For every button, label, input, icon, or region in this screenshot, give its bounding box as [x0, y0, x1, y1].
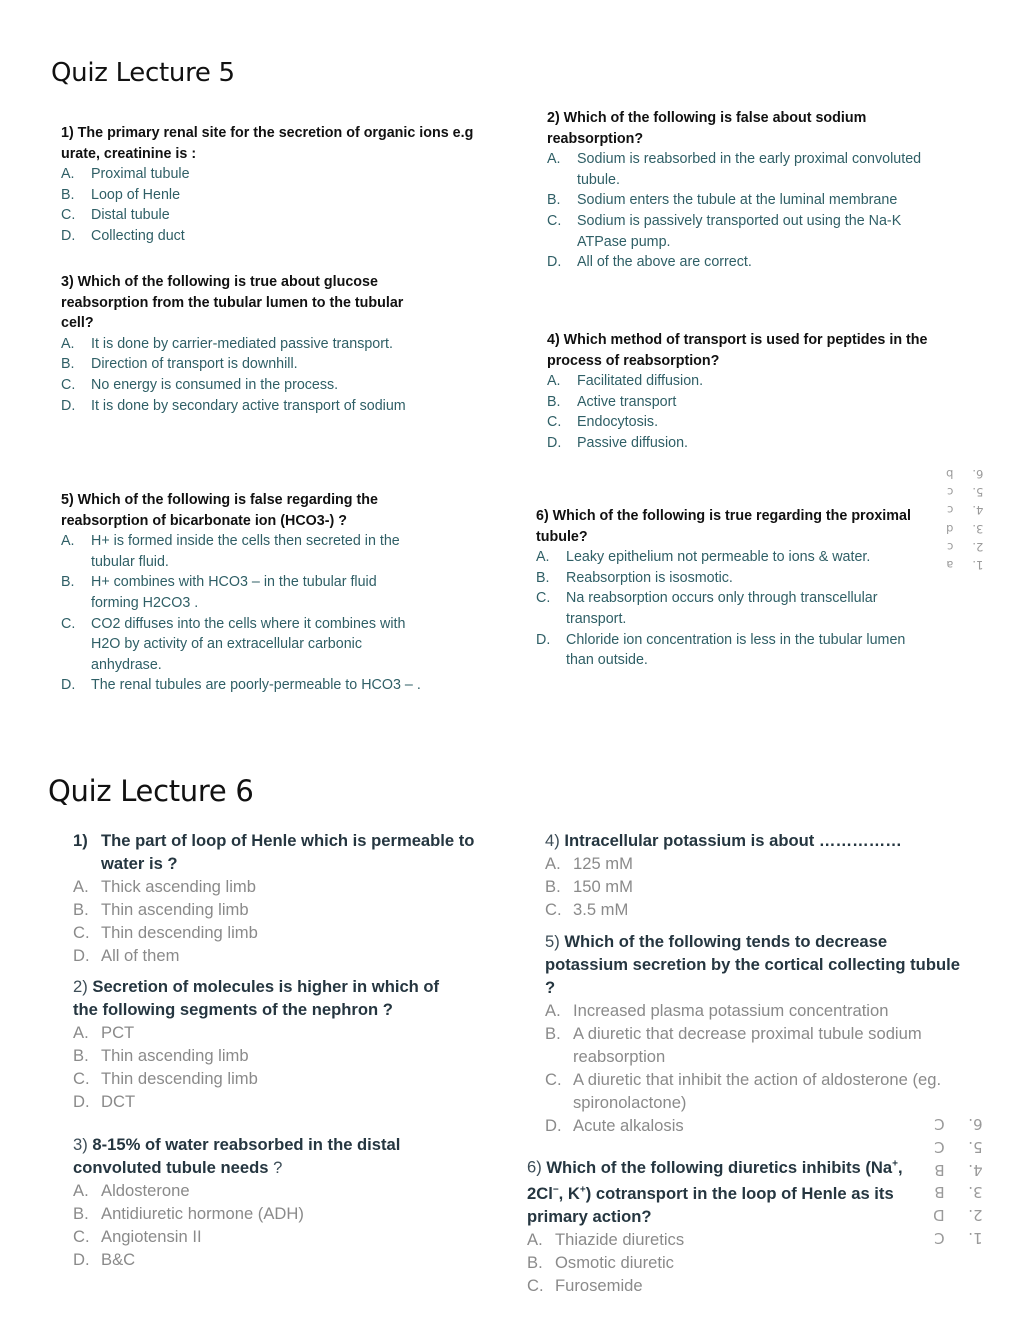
option-a[interactable]: [61, 531, 421, 572]
question-number: 1): [73, 831, 88, 850]
option-text: Thin descending limb: [101, 923, 258, 942]
answer-key-row: [946, 538, 983, 556]
option-text: Collecting duct: [91, 227, 185, 244]
option-letter: C.: [547, 212, 562, 229]
option-c[interactable]: [545, 1068, 970, 1114]
option-text: DCT: [101, 1092, 136, 1111]
lecture6-question-4: [545, 829, 945, 921]
option-a[interactable]: [536, 547, 916, 568]
option-text: All of the above are correct.: [577, 254, 752, 271]
option-letter: B.: [73, 1204, 89, 1223]
option-b[interactable]: [545, 875, 945, 898]
option-letter: A.: [73, 877, 89, 896]
option-text: The renal tubules are poorly-permeable to HCO3 – .: [91, 677, 421, 694]
option-b[interactable]: [545, 1022, 970, 1068]
answer-key-row: [946, 501, 983, 519]
option-c[interactable]: [527, 1274, 912, 1297]
option-d[interactable]: [73, 1248, 423, 1271]
question-number: 3): [73, 1135, 88, 1154]
option-c[interactable]: [547, 412, 937, 433]
answer-letter: d: [946, 521, 954, 536]
option-letter: A.: [61, 533, 75, 550]
question-number: 2): [73, 977, 88, 996]
option-d[interactable]: [61, 396, 406, 417]
question-stem: [545, 930, 970, 999]
option-letter: C.: [61, 376, 76, 393]
lecture5-question-4: [547, 330, 937, 454]
option-b[interactable]: [61, 185, 481, 206]
option-text: Increased plasma potassium concentration: [573, 1001, 889, 1020]
option-letter: B.: [61, 574, 75, 591]
option-letter: D.: [61, 227, 76, 244]
option-text: CO2 diffuses into the cells where it combines with H2O by activity of an extracellular carbonic anhydrase.: [91, 615, 406, 673]
option-text: Passive diffusion.: [577, 434, 688, 451]
question-stem: 2) Which of the following is false about sodium reabsorption?: [547, 110, 867, 147]
option-letter: A.: [545, 1001, 561, 1020]
option-a[interactable]: [73, 1179, 423, 1202]
question-stem: [73, 829, 493, 875]
option-a[interactable]: [545, 999, 970, 1022]
lecture5-question-6: [536, 506, 916, 671]
answer-letter: c: [946, 540, 954, 555]
option-text: Osmotic diuretic: [555, 1253, 674, 1273]
question-stem: 3) Which of the following is true about glucose reabsorption from the tubular lumen to the tubular cell?: [61, 274, 404, 332]
option-c[interactable]: [73, 1225, 423, 1248]
option-b[interactable]: [61, 354, 406, 375]
answer-key-row: [946, 520, 983, 538]
option-letter: D.: [73, 946, 90, 965]
question-stem: [73, 975, 453, 1021]
lecture5-title: Quiz Lecture 5: [51, 58, 235, 88]
option-text: Thin descending limb: [101, 1069, 258, 1088]
answer-number: 1.: [972, 558, 984, 573]
option-letter: C.: [547, 414, 562, 431]
option-letter: B.: [73, 1046, 89, 1065]
option-letter: A.: [73, 1023, 89, 1042]
option-letter: C.: [545, 1070, 562, 1089]
question-stem: 4) Which method of transport is used for peptides in the process of reabsorption?: [547, 332, 928, 369]
lecture5-question-5: [61, 490, 421, 696]
answer-number: 6.: [972, 467, 984, 482]
option-letter: B.: [547, 393, 561, 410]
option-text: H+ is formed inside the cells then secreted in the tubular fluid.: [91, 533, 400, 570]
option-text: No energy is consumed in the process.: [91, 376, 339, 393]
question-tail: ?: [268, 1158, 283, 1177]
option-a[interactable]: [545, 852, 945, 875]
option-text: Facilitated diffusion.: [577, 373, 704, 390]
option-letter: D.: [73, 1092, 90, 1111]
option-text: Thin ascending limb: [101, 900, 249, 919]
question-text: 8-15% of water reabsorbed in the distal convoluted tubule needs: [73, 1135, 401, 1177]
option-text: Direction of transport is downhill.: [91, 356, 298, 373]
option-a[interactable]: [73, 1021, 453, 1044]
question-number: 5): [545, 932, 560, 951]
option-a[interactable]: [61, 334, 406, 355]
answer-letter: c: [946, 503, 954, 518]
question-text: Which of the following tends to decrease potassium secretion by the cortical collecting tubule ?: [545, 932, 960, 997]
option-letter: A.: [527, 1230, 543, 1250]
option-a[interactable]: [527, 1228, 912, 1251]
answer-letter: C: [934, 1114, 945, 1133]
lecture5-answer-key: [946, 465, 983, 574]
answer-key-row: [933, 1203, 983, 1226]
option-text: All of them: [101, 946, 180, 965]
option-letter: B.: [545, 1024, 561, 1043]
answer-letter: B: [934, 1183, 945, 1202]
answer-number: 5.: [972, 485, 984, 500]
question-stem: [527, 1152, 912, 1228]
option-text: Distal tubule: [91, 207, 170, 224]
option-text: Sodium is reabsorbed in the early proximal convoluted tubule.: [577, 151, 922, 188]
option-c[interactable]: [536, 588, 916, 629]
question-text: [527, 1158, 903, 1227]
option-text: Furosemide: [555, 1276, 643, 1296]
answer-letter: C: [934, 1228, 945, 1247]
option-text: B&C: [101, 1250, 136, 1269]
question-stem: [545, 829, 945, 852]
option-d[interactable]: [547, 433, 937, 454]
stem-part: , 2Cl: [527, 1157, 903, 1204]
option-letter: C.: [61, 207, 76, 224]
option-letter: A.: [545, 854, 561, 873]
question-text: The part of loop of Henle which is permeable to water is ?: [101, 831, 475, 873]
option-b[interactable]: [547, 190, 932, 211]
option-d[interactable]: [61, 226, 481, 247]
option-b[interactable]: [536, 568, 916, 589]
option-text: Loop of Henle: [91, 186, 181, 203]
option-letter: B.: [61, 186, 75, 203]
option-c[interactable]: [547, 211, 932, 252]
answer-number: 5.: [968, 1137, 983, 1156]
answer-letter: b: [946, 467, 954, 482]
option-a[interactable]: [73, 875, 493, 898]
option-letter: D.: [536, 631, 551, 648]
question-stem: 5) Which of the following is false regarding the reabsorption of bicarbonate ion (HCO3-) ?: [61, 492, 378, 529]
lecture6-question-3: [73, 1133, 423, 1271]
option-text: 150 mM: [573, 877, 633, 896]
option-c[interactable]: [73, 921, 493, 944]
option-a[interactable]: [61, 164, 481, 185]
answer-letter: B: [934, 1160, 945, 1179]
option-text: Angiotensin II: [101, 1227, 202, 1246]
option-c[interactable]: [545, 898, 945, 921]
option-letter: C.: [73, 923, 90, 942]
answer-number: 1.: [968, 1228, 983, 1247]
answer-number: 6.: [968, 1114, 983, 1133]
question-stem: [73, 1133, 423, 1179]
question-text: Intracellular potassium is about ……………: [564, 831, 902, 850]
option-text: PCT: [101, 1023, 135, 1042]
option-text: Proximal tubule: [91, 166, 190, 183]
option-letter: A.: [73, 1181, 89, 1200]
answer-key-row: [933, 1180, 983, 1203]
lecture6-answer-key: [933, 1112, 983, 1249]
stem-part: ) cotransport in the loop of Henle as its primary action?: [527, 1184, 894, 1227]
option-text: Endocytosis.: [577, 414, 659, 431]
question-stem: 6) Which of the following is true regarding the proximal tubule?: [536, 508, 911, 545]
answer-number: 3.: [968, 1183, 983, 1202]
stem-part: , K: [558, 1184, 580, 1204]
option-text: Thiazide diuretics: [555, 1230, 685, 1250]
option-text: A diuretic that inhibit the action of aldosterone (eg. spironolactone): [573, 1070, 942, 1112]
option-text: Leaky epithelium not permeable to ions & water.: [566, 549, 871, 566]
option-d[interactable]: [536, 630, 916, 671]
option-d[interactable]: [547, 252, 932, 273]
option-d[interactable]: [545, 1114, 970, 1137]
question-number: 4): [545, 831, 560, 850]
option-letter: B.: [547, 192, 561, 209]
answer-letter: c: [946, 485, 954, 500]
option-a[interactable]: [547, 149, 932, 190]
superscript: −: [552, 1184, 559, 1196]
option-letter: B.: [73, 900, 89, 919]
option-c[interactable]: [61, 375, 406, 396]
option-letter: C.: [61, 615, 76, 632]
option-a[interactable]: [547, 371, 937, 392]
answer-number: 4.: [972, 503, 984, 518]
option-letter: D.: [61, 677, 76, 694]
lecture5-question-1: [61, 123, 481, 247]
stem-part: Which of the following diuretics inhibits (Na: [546, 1157, 893, 1177]
option-text: Chloride ion concentration is less in the tubular lumen than outside.: [566, 631, 906, 669]
answer-key-row: [933, 1158, 983, 1181]
option-c[interactable]: [61, 614, 421, 676]
option-letter: A.: [547, 151, 561, 168]
option-d[interactable]: [73, 1090, 453, 1113]
option-text: Thin ascending limb: [101, 1046, 249, 1065]
option-letter: C.: [73, 1227, 90, 1246]
answer-number: 3.: [972, 521, 984, 536]
answer-key-row: [933, 1226, 983, 1249]
option-text: Antidiuretic hormone (ADH): [101, 1204, 304, 1223]
superscript: +: [892, 1158, 898, 1169]
answer-key-row: [946, 556, 983, 574]
lecture6-question-5: [545, 930, 970, 1137]
option-letter: A.: [536, 549, 550, 566]
option-b[interactable]: [547, 392, 937, 413]
answer-key-row: [946, 465, 983, 483]
option-letter: A.: [547, 373, 561, 390]
lecture5-question-3: [61, 272, 406, 416]
answer-key-row: [933, 1135, 983, 1158]
lecture6-question-6: [527, 1152, 912, 1297]
lecture6-question-1: [73, 829, 493, 967]
answer-letter: D: [933, 1205, 945, 1224]
option-letter: D.: [545, 1116, 562, 1135]
option-letter: A.: [61, 166, 75, 183]
option-text: A diuretic that decrease proximal tubule sodium reabsorption: [573, 1024, 922, 1066]
answer-letter: a: [946, 558, 954, 573]
question-stem: 1) The primary renal site for the secretion of organic ions e.g urate, creatinine is :: [61, 125, 474, 162]
answer-number: 4.: [968, 1160, 983, 1179]
option-c[interactable]: [73, 1067, 453, 1090]
answer-number: 2.: [968, 1205, 983, 1224]
option-letter: C.: [536, 590, 551, 607]
option-text: It is done by carrier-mediated passive transport.: [91, 335, 393, 352]
option-letter: C.: [527, 1276, 544, 1296]
option-d[interactable]: [73, 944, 493, 967]
option-b[interactable]: [73, 1044, 453, 1067]
lecture6-title: Quiz Lecture 6: [48, 774, 254, 808]
option-letter: A.: [61, 335, 75, 352]
option-text: Thick ascending limb: [101, 877, 256, 896]
lecture6-question-2: [73, 975, 453, 1113]
question-text: Secretion of molecules is higher in which of the following segments of the nephron ?: [73, 977, 440, 1019]
option-c[interactable]: [61, 205, 481, 226]
option-letter: B.: [536, 569, 550, 586]
option-letter: D.: [73, 1250, 90, 1269]
option-text: Sodium enters the tubule at the luminal membrane: [577, 192, 898, 209]
option-letter: B.: [61, 356, 75, 373]
option-text: Reabsorption is isosmotic.: [566, 569, 733, 586]
answer-key-row: [946, 483, 983, 501]
option-b[interactable]: [61, 572, 421, 613]
option-b[interactable]: [527, 1251, 912, 1274]
lecture5-question-2: [547, 108, 932, 273]
option-letter: B.: [527, 1253, 543, 1273]
question-number: 6): [527, 1157, 542, 1177]
option-text: Sodium is passively transported out using the Na-K ATPase pump.: [577, 212, 902, 250]
option-letter: D.: [547, 254, 562, 271]
option-letter: D.: [547, 434, 562, 451]
option-text: Aldosterone: [101, 1181, 190, 1200]
option-text: Acute alkalosis: [573, 1116, 684, 1135]
answer-key-row: [933, 1112, 983, 1135]
superscript: +: [579, 1184, 586, 1196]
option-letter: C.: [73, 1069, 90, 1088]
answer-number: 2.: [972, 540, 984, 555]
option-d[interactable]: [61, 675, 421, 696]
option-text: It is done by secondary active transport of sodium: [91, 397, 406, 414]
option-letter: D.: [61, 397, 76, 414]
answer-letter: C: [934, 1137, 945, 1156]
option-text: Na reabsorption occurs only through transcellular transport.: [566, 590, 878, 627]
option-letter: B.: [545, 877, 561, 896]
option-text: Active transport: [577, 393, 677, 410]
option-text: 3.5 mM: [573, 900, 629, 919]
option-text: H+ combines with HCO3 – in the tubular fluid forming H2CO3 .: [91, 574, 377, 611]
option-letter: C.: [545, 900, 562, 919]
option-b[interactable]: [73, 898, 493, 921]
option-b[interactable]: [73, 1202, 423, 1225]
option-text: 125 mM: [573, 854, 633, 873]
